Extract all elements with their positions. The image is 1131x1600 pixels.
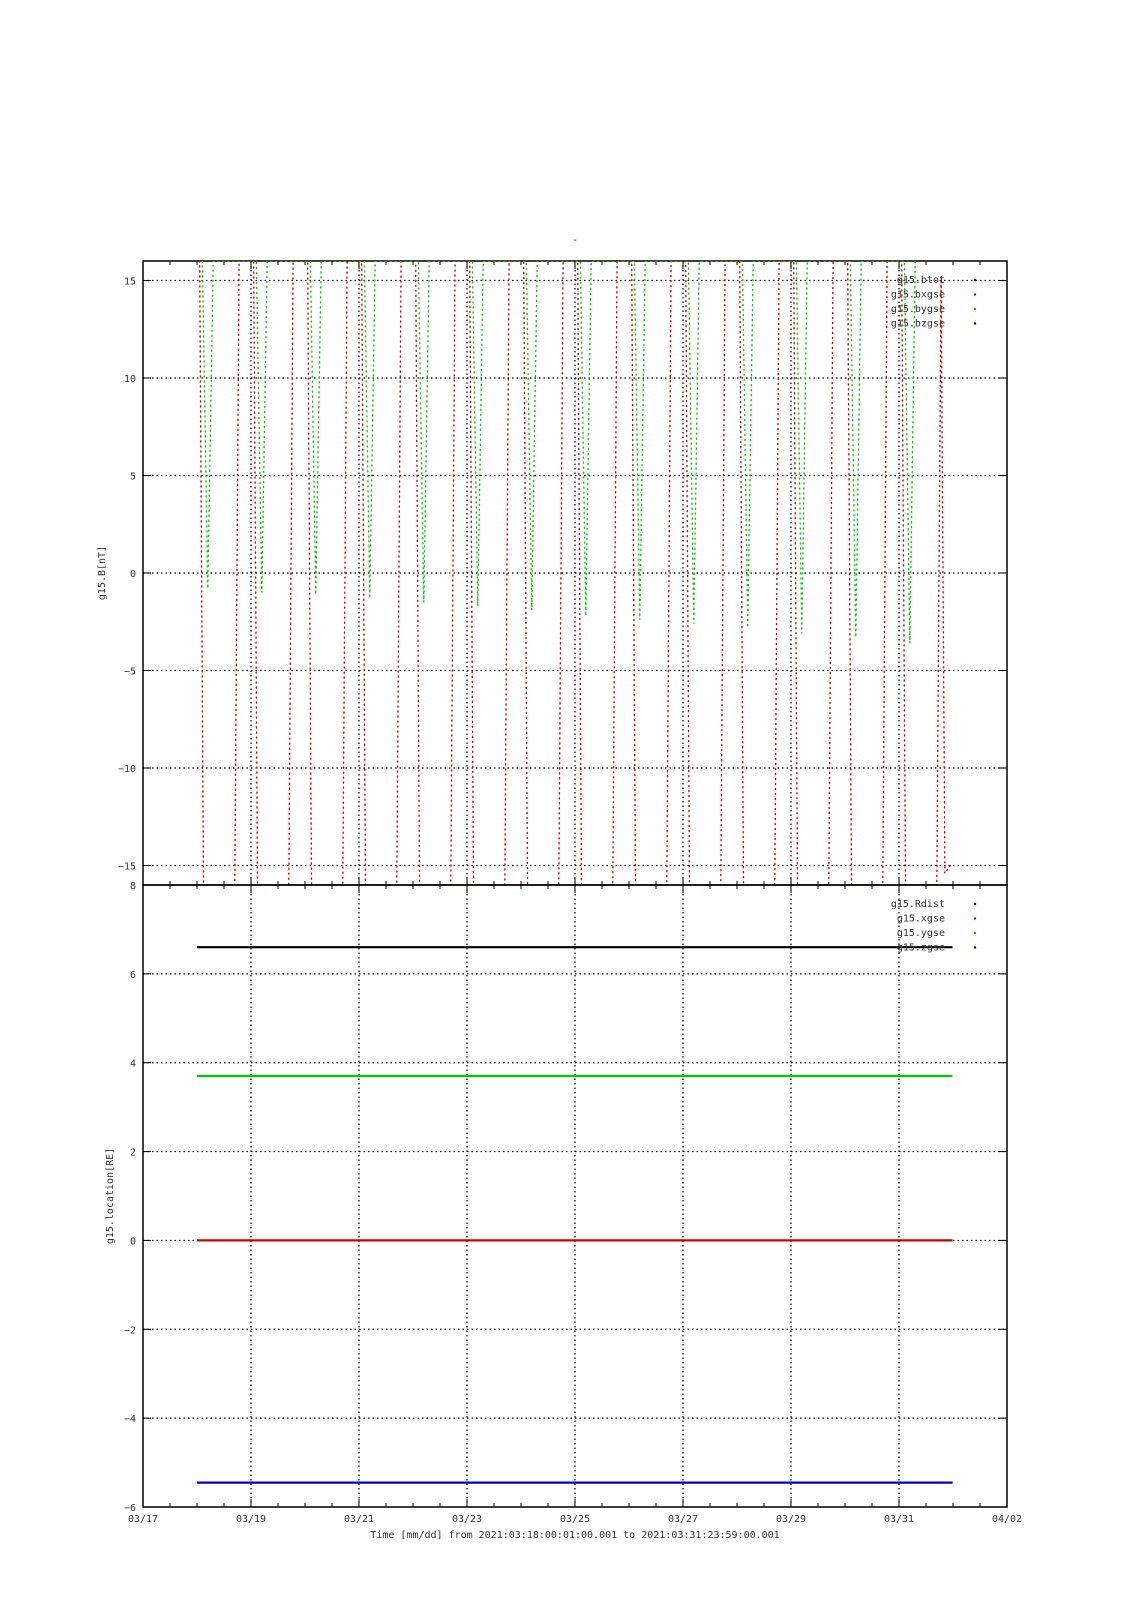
legend-label: g15.bygse [890, 304, 945, 315]
y-tick-label: −10 [117, 764, 136, 775]
legend-label: g15.bzgse [890, 318, 945, 330]
y-tick-label: 5 [129, 471, 136, 483]
series-g15.bygse [202, 261, 915, 643]
legend-marker [974, 279, 976, 281]
legend-marker [974, 917, 976, 919]
time-axis [128, 1514, 1022, 1525]
y-tick-label: 8 [129, 881, 136, 892]
y-axis-label: g15.B[nT] [97, 545, 108, 601]
figure-title: - [571, 235, 579, 246]
legend-marker [974, 946, 976, 948]
y-tick-label: 0 [129, 1236, 136, 1248]
legend-marker [974, 308, 976, 310]
x-tick-label: 03/17 [127, 1514, 159, 1525]
legend-marker [974, 293, 976, 295]
y-tick-label: 0 [129, 569, 136, 580]
x-tick-label: 03/27 [667, 1514, 699, 1525]
legend-label: g15.xgse [896, 913, 945, 925]
legend-marker [974, 903, 976, 905]
y-tick-label: 4 [129, 1058, 136, 1070]
legend-marker [974, 932, 976, 934]
y-tick-label: 6 [129, 969, 136, 981]
y-tick-label: −2 [123, 1325, 136, 1337]
x-tick-label: 03/25 [559, 1514, 591, 1525]
y-axis-label: g15.location[RE] [105, 1147, 116, 1245]
legend-label: g15.btot [896, 275, 945, 286]
magnetic-field-panel [97, 261, 1007, 885]
y-tick-label: −5 [123, 666, 136, 678]
legend-label: g15.zgse [896, 942, 945, 954]
legend-marker [974, 322, 976, 324]
legend-label: g15.ygse [896, 928, 945, 939]
location-panel [105, 881, 1007, 1514]
x-tick-label: 03/23 [451, 1514, 483, 1525]
y-tick-label: 2 [129, 1147, 136, 1159]
y-tick-label: −4 [123, 1414, 136, 1426]
x-tick-label: 03/21 [343, 1514, 375, 1525]
x-axis-label: Time [mm/dd] from 2021:03:18:00:01:00.001 to 2021:03:31:23:59:00.001 [370, 1530, 780, 1541]
y-tick-label: 10 [123, 374, 136, 385]
y-tick-label: −15 [117, 861, 136, 873]
legend-label: g15.bxgse [890, 289, 945, 301]
x-tick-label: 03/19 [235, 1514, 267, 1525]
x-tick-label: 03/29 [775, 1514, 807, 1525]
x-tick-label: 03/31 [883, 1514, 915, 1525]
y-tick-label: −6 [123, 1503, 136, 1514]
y-tick-label: 15 [123, 276, 136, 288]
legend-label: g15.Rdist [890, 899, 945, 910]
x-tick-label: 04/02 [991, 1514, 1023, 1525]
